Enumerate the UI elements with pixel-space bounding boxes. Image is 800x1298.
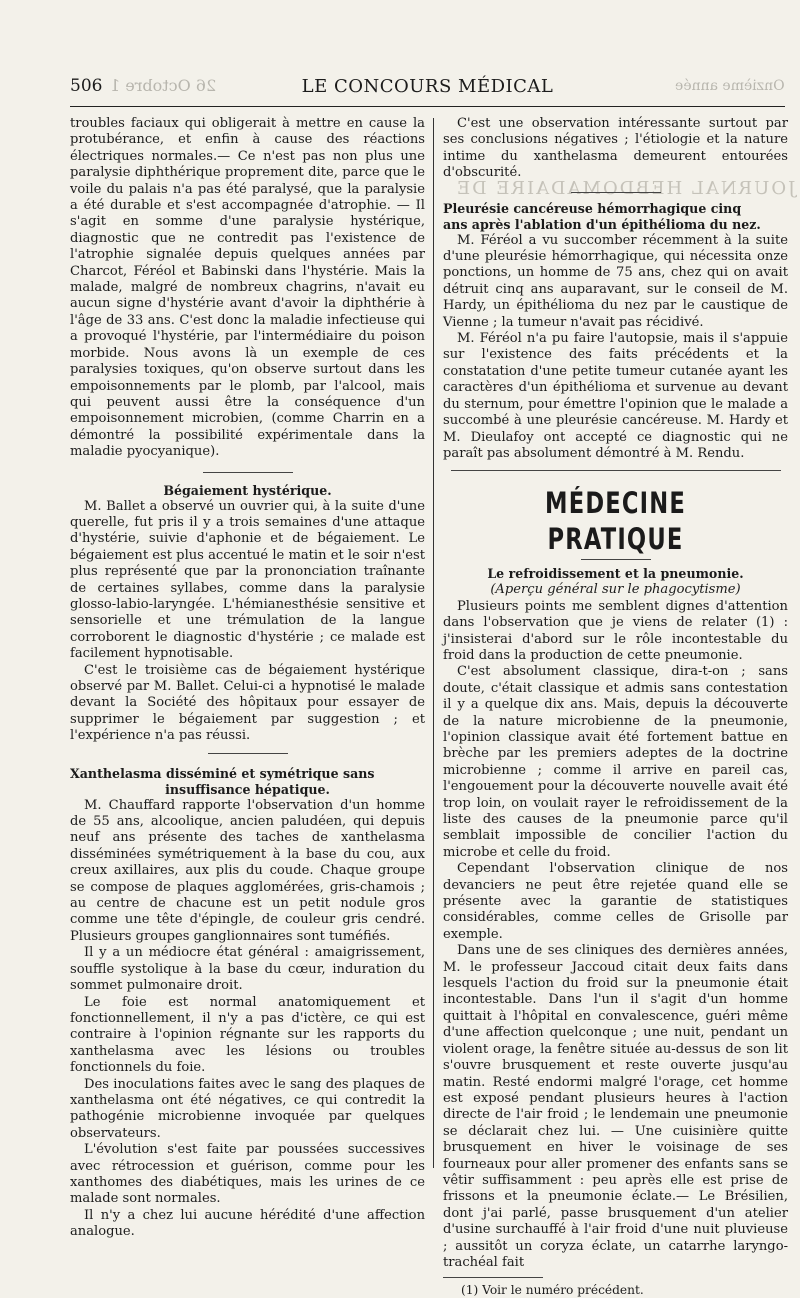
section-title: Bégaiement hystérique. xyxy=(163,482,332,498)
paragraph: C'est absolument classique, dira-t-on ; sans doute, c'était classique et admis sans contestation il y a quelque dix ans. Mais, depuis la découverte de la nature microbienne de la pneumonie, l'opinion classique avait été fortement battue en brèche par les premiers adeptes de la doctrine microbienne ; comme il arrive en pareil cas, l'engouement pour la découverte nouvelle avait été trop loin, on voulait rayer le refroidissement de la liste des causes de la pneumonie parce qu'il semblait impossible de concilier l'action du microbe et celle du froid. xyxy=(443,664,788,860)
journal-title: LE CONCOURS MÉDICAL xyxy=(301,76,554,97)
left-intro-text: troubles faciaux qui obligerait à mettre en cause la protubérance, et enfin à cause des réactions électriques normales.— Ce n'est pas non plus une paralysie diphthérique proprement dite, parce que le voile du palais n'a pas été paralysé, que la paralysie a été durable et s'est accompagnée d'atrophie. — Il s'agit en somme d'une paralysie hystérique, diagnostic que ne contredit pas l'existence de l'atrophie signalée depuis quelques années par Charcot, Féréol et Babinski dans l'hystérie. Mais la malade, malgré de nombreux chagrins, n'avait eu aucun signe d'hystérie avant d'avoir la diphthérie à l'âge de 33 ans. C'est donc la maladie infectieuse qui a provoqué l'hystérie, par l'intermédiaire du poison morbide. Nous avons là un exemple de ces paralysies toxiques, qu'on observe surtout dans les empoisonnements par le plomb, par l'alcool, mais qui peuvent aussi être la conséquence d'un empoisonnement microbien, (comme Charrin en a démontré la possibilité expérimentale dans la maladie pyocyanique). xyxy=(70,116,425,460)
paragraph: C'est le troisième cas de bégaiement hystérique observé par M. Ballet. Celui-ci a hypnotisé le malade devant la Société des hôpitaux pour essayer de supprimer le bégaiement par suggestion ; et l'expérience n'a pas réussi. xyxy=(70,662,425,744)
section-title: Le refroidissement et la pneumonie. xyxy=(487,566,744,582)
bleed-through-text-mid: JOURNAL HEBDOMADAIRE DE xyxy=(455,178,796,199)
paragraph: M. Féréol n'a pu faire l'autopsie, mais il s'appuie sur l'existence des faits précédents et la constatation d'une petite tumeur cutanée ayant les caractères d'un épithélioma et survenue au devant du sternum, pour émettre l'opinion que le malade a succombé à une pleurésie cancéreuse. M. Hardy et M. Dieulafoy ont accepté ce diagnostic qui ne paraît pas absolument démontré à M. Rendu. xyxy=(443,331,788,461)
left-column xyxy=(70,116,425,1241)
page-header xyxy=(70,70,785,102)
paragraph: Dans une de ses cliniques des dernières années, M. le professeur Jaccoud citait deux faits dans lesquels l'action du froid sur la pneumonie était incontestable. Dans l'un il s'agit d'un homme quittait à l'hôpital en convalescence, guéri même d'une affection quelconque ; une nuit, pendant un violent orage, la fenêtre située au-dessus de son lit s'ouvre brusquement et reste ouverte jusqu'au matin. Resté endormi malgré l'orage, cet homme est exposé pendant plusieurs heures à l'action directe de l'air froid ; le lendemain une pneumonie se déclarait chez lui. — Une cuisinière quitte brusquement en hiver le voisinage de ses fourneaux pour aller promener des enfants sans se vêtir suffisamment : peu après elle est prise de frissons et la pneumonie éclate.— Le Brésilien, dont j'ai parlé, passe brusquement d'un atelier d'usine surchauffé à l'air froid d'une nuit pluvieuse ; aussitôt un coryza éclate, un catarrhe laryngo-trachéal fait xyxy=(443,943,788,1270)
bleed-through-text-left: 26 Octobre 1 xyxy=(110,76,217,95)
section-title-continued: ans après l'ablation d'un épithélioma du nez. xyxy=(443,216,761,232)
paragraph: Cependant l'observation clinique de nos devanciers ne peut être rejetée quand elle se présente avec la garantie de statistiques considérables, comme celles de Grisolle par exemple. xyxy=(443,861,788,942)
section-title-continued: insuffisance hépatique. xyxy=(165,781,330,797)
paragraph: L'évolution s'est faite par poussées successives avec rétrocession et guérison, comme pour les xanthomes des diabétiques, mais les urines de ce malade sont normales. xyxy=(70,1142,425,1207)
big-section-title: MÉDECINE PRATIQUE xyxy=(545,486,686,557)
paragraph: M. Chauffard rapporte l'observation d'un homme de 55 ans, alcoolique, ancien paludéen, qui depuis neuf ans présente des taches de xanthelasma disséminées symétriquement à la base du cou, aux creux axillaires, aux plis du coude. Chaque groupe se compose de plaques agglomérées, gris-chamois ; au centre de chacune est un petit nodule gros comme une tête d'épingle, de couleur gris cendré. Plusieurs groupes ganglionnaires sont tuméfiés. xyxy=(70,797,425,944)
paragraph: Des inoculations faites avec le sang des plaques de xanthelasma ont été négatives, ce qui contredit la pathogénie microbienne invoquée par quelques observateurs. xyxy=(70,1076,425,1141)
paragraph: M. Ballet a observé un ouvrier qui, à la suite d'une querelle, fut pris il y a trois semaines d'une attaque d'hystérie, suivie d'aphonie et de bégaiement. Le bégaiement est plus accentué le matin et le soir n'est plus représenté que par la prononciation traînante de certaines syllabes, comme dans la paralysie glosso-labio-laryngée. L'hémianesthésie sensitive et sensorielle et une trémulation de la langue corroborent le diagnostic d'hystérie ; ce malade est facilement hypnotisable. xyxy=(70,498,425,662)
section-title: Xanthelasma disséminé et symétrique sans xyxy=(70,765,375,781)
paragraph: Le foie est normal anatomiquement et fonctionnellement, il n'y a pas d'ictère, ce qui est contraire à l'opinion régnante sur les rapports du xanthelasma avec les lésions ou troubles fonctionnels du foie. xyxy=(70,994,425,1076)
paragraph: Il n'y a chez lui aucune hérédité d'une affection analogue. xyxy=(70,1207,425,1240)
column-divider xyxy=(433,118,434,1168)
bleed-through-text-right: Onzième année xyxy=(675,78,785,94)
right-intro-text: C'est une observation intéressante surtout par ses conclusions négatives ; l'étiologie et la nature intime du xanthelasma demeurent entourées d'obscurité. xyxy=(443,116,788,181)
right-column xyxy=(443,116,788,1298)
page-number: 506 xyxy=(70,76,103,96)
header-rule xyxy=(70,106,785,107)
paragraph: Plusieurs points me semblent dignes d'attention dans l'observation que je viens de relater (1) : j'insisterai d'abord sur le rôle incontestable du froid dans la production de cette pneumonie. xyxy=(443,598,788,663)
paragraph: M. Féréol a vu succomber récemment à la suite d'une pleurésie hémorrhagique, qui nécessita onze ponctions, un homme de 75 ans, chez qui on avait détruit cinq ans auparavant, sur le conseil de M. Hardy, un épithélioma du nez par le caustique de Vienne ; la tumeur n'avait pas récidivé. xyxy=(443,232,788,330)
footnote: (1) Voir le numéro précédent. xyxy=(461,1283,644,1298)
section-title: Pleurésie cancéreuse hémorrhagique cinq xyxy=(443,200,742,216)
section-subtitle: (Aperçu général sur le phagocytisme) xyxy=(490,582,741,598)
paragraph: Il y a un médiocre état général : amaigrissement, souffle systolique à la base du cœur, induration du sommet pulmonaire droit. xyxy=(70,945,425,994)
